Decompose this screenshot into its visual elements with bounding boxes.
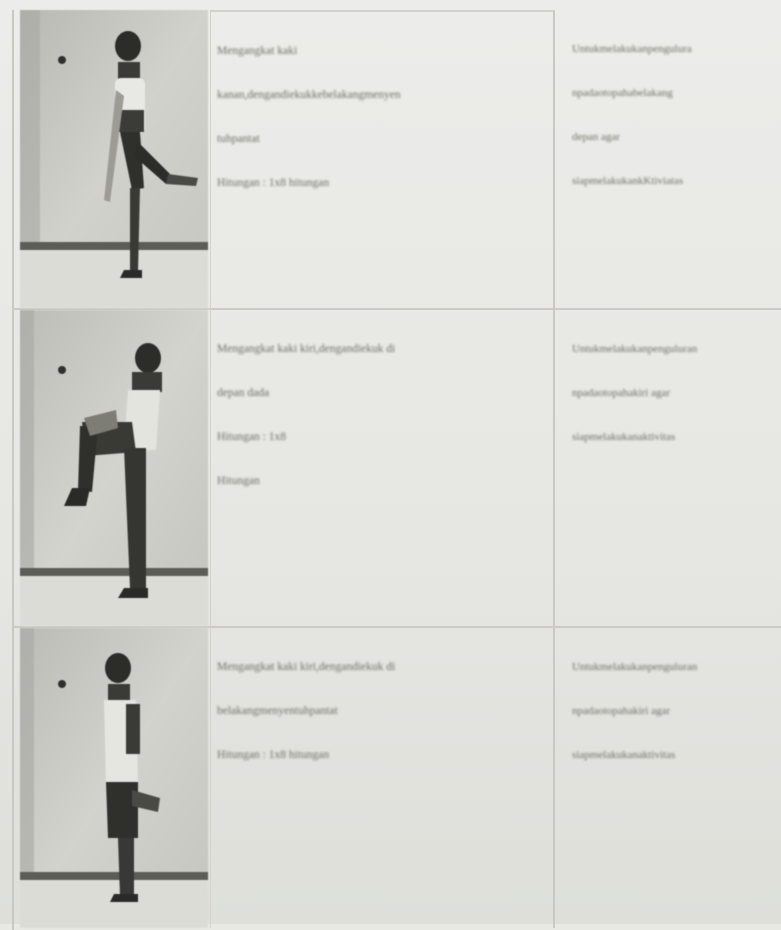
description-line: Hitungan : 1x8 hitungan [217,177,330,189]
purpose-line: Untukmelakukanpenguluran [572,661,698,673]
exercise-description [210,310,555,626]
exercise-purpose [554,628,781,928]
purpose-line: siapmelakukanaktivitas [572,431,676,443]
purpose-line: siapmelakukankKtiviatas [572,175,684,187]
purpose-line: npadaotopahakiri agar [572,387,671,399]
exercise-photo [20,10,208,308]
purpose-line: npadaotopahabelakang [572,87,673,99]
person-quad-stretch-icon [20,628,208,928]
exercise-photo [20,310,208,626]
table-row [14,628,781,928]
purpose-line: siapmelakukanaktivitas [572,749,676,761]
table-row [14,310,781,628]
description-line: Hitungan [217,475,260,487]
exercise-table [12,10,781,930]
description-line: Hitungan : 1x8 [217,431,286,443]
description-line: tuhpantat [217,133,260,145]
purpose-line: npadaotopahakiri agar [572,705,671,717]
purpose-line: Untukmelakukanpengulura [572,43,692,55]
exercise-description [210,10,555,310]
purpose-line: depan agar [572,131,620,143]
description-line: Hitungan : 1x8 hitungan [217,749,330,761]
exercise-photo [20,628,208,928]
exercise-description [210,628,555,928]
description-line: kanan,dengandiekukkebelakangmenyen [217,89,401,101]
table-row [14,10,781,310]
description-line: belakangmenyentuhpantat [217,705,338,717]
description-line: Mengangkat kaki kiri,dengandiekuk di [217,661,396,673]
description-line: Mengangkat kaki kiri,dengandiekuk di [217,343,396,355]
purpose-line: Untukmelakukanpenguluran [572,343,698,355]
exercise-purpose [554,310,781,626]
person-kick-back-icon [20,10,208,308]
description-line: depan dada [217,387,270,399]
exercise-purpose [554,10,781,308]
person-knee-raise-icon [20,310,208,626]
description-line: Mengangkat kaki [217,45,298,57]
